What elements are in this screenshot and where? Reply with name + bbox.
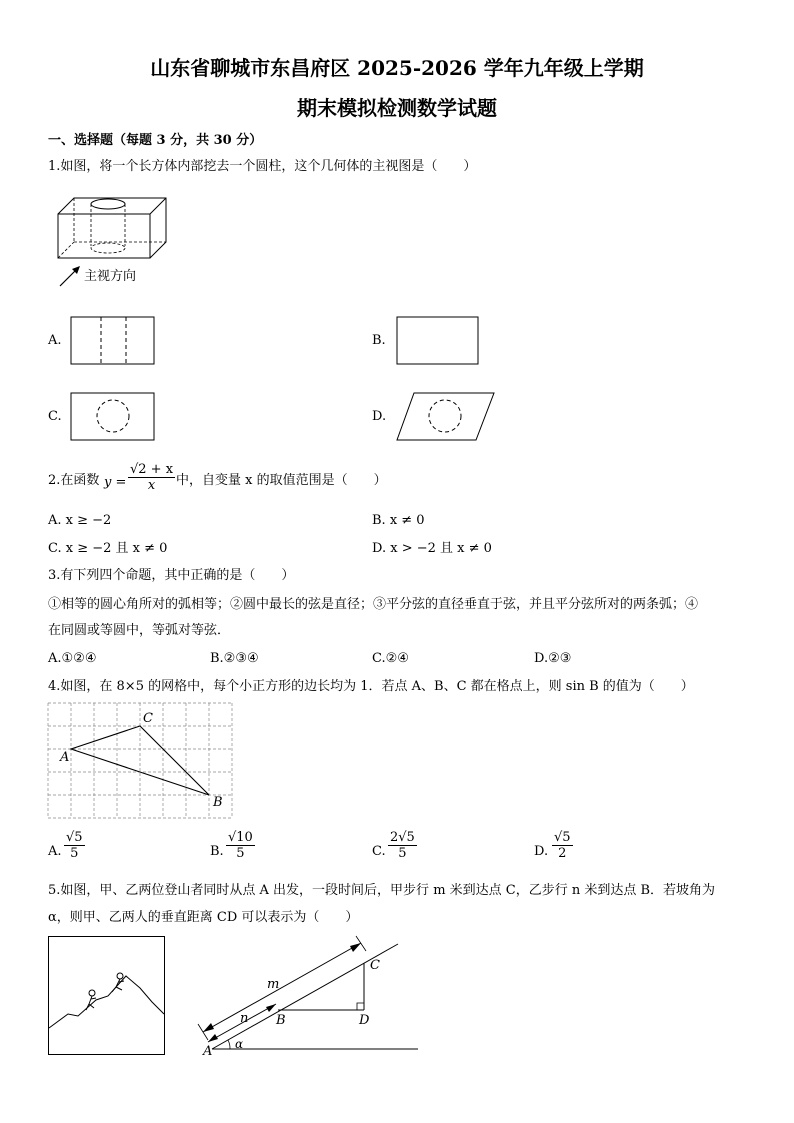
q5-label-m: m	[267, 977, 280, 992]
q4-option-a-den: 5	[70, 846, 79, 861]
q2-stem-post: 中，自变量 x 的取值范围是（ ）	[176, 473, 387, 488]
q4-option-b-label: B.	[210, 844, 224, 859]
q5-label-a: A	[203, 1044, 213, 1059]
q2-option-d: D. x > −2 且 x ≠ 0	[372, 541, 492, 556]
q1-option-a-figure	[70, 316, 156, 366]
section-heading: 一、选择题（每题 3 分，共 30 分）	[48, 133, 263, 148]
q4-option-c-fraction	[388, 830, 417, 861]
q5-label-n: n	[240, 1011, 249, 1026]
q3-stem: 3.有下列四个命题，其中正确的是（ ）	[48, 568, 295, 583]
q2-option-a: A. x ≥ −2	[48, 513, 112, 528]
q3-option-b: B.②③④	[210, 651, 259, 666]
q4-option-c-label: C.	[372, 844, 386, 859]
q1-option-b-figure	[396, 316, 480, 366]
q4-option-b-den: 5	[236, 846, 245, 861]
q5-stem-line1: 5.如图，甲、乙两位登山者同时从点 A 出发，一段时间后，甲步行 m 米到达点 C，乙步行 n 米到达点 B．若坡角为	[48, 883, 716, 898]
q1-option-c-figure	[70, 392, 156, 442]
q3-option-c: C.②④	[372, 651, 409, 666]
q4-point-c: C	[143, 711, 153, 726]
q4-option-a-label: A.	[48, 844, 62, 859]
q4-point-b: B	[213, 795, 223, 810]
q2-stem-pre: 2.在函数	[48, 473, 100, 488]
q3-option-a: A.①②④	[48, 651, 97, 666]
q5-climbers-picture	[48, 936, 166, 1058]
q1-option-a-label: A.	[48, 333, 62, 348]
q3-body-line1: ①相等的圆心角所对的弧相等；②圆中最长的弦是直径；③平分弦的直径垂直于弦，并且平分弦所对的两条弧；④	[48, 597, 699, 612]
q5-label-alpha: α	[235, 1037, 244, 1051]
q1-view-label: 主视方向	[84, 269, 137, 284]
q5-stem-line2: α，则甲、乙两人的垂直距离 CD 可以表示为（ ）	[48, 910, 359, 925]
q4-option-a-fraction	[64, 830, 85, 861]
q3-body-line2: 在同圆或等圆中，等弧对等弦．	[48, 623, 231, 638]
q4-option-c-num: 2√5	[390, 830, 415, 845]
q4-option-a-num: √5	[66, 830, 83, 845]
q2-fraction	[128, 462, 175, 493]
q4-option-b-num: √10	[228, 830, 253, 845]
q3-option-d: D.②③	[534, 651, 572, 666]
q1-stem: 1.如图，将一个长方体内部挖去一个圆柱，这个几何体的主视图是（ ）	[48, 159, 477, 174]
q1-option-d-figure	[396, 392, 496, 442]
q2-y-eq: y =	[104, 475, 127, 490]
q5-label-d: D	[359, 1013, 370, 1028]
q2-option-b: B. x ≠ 0	[372, 513, 425, 528]
q5-label-b: B	[276, 1013, 286, 1028]
q4-stem: 4.如图，在 8×5 的网格中，每个小正方形的边长均为 1．若点 A、B、C 都在格点上，则 sin B 的值为（ ）	[48, 679, 694, 694]
q2-option-c: C. x ≥ −2 且 x ≠ 0	[48, 541, 168, 556]
q1-option-b-label: B.	[372, 333, 386, 348]
q5-slope-figure	[198, 936, 423, 1058]
q2-numerator: √2 + x	[130, 462, 174, 477]
q1-option-c-label: C.	[48, 409, 62, 424]
q4-option-d-fraction	[552, 830, 573, 861]
q2-denominator: x	[147, 478, 156, 493]
q4-option-d-num: √5	[554, 830, 571, 845]
q4-option-b-fraction	[226, 830, 255, 861]
page-title-line1: 山东省聊城市东昌府区 2025-2026 学年九年级上学期	[150, 56, 644, 80]
q4-option-d-den: 2	[558, 846, 567, 861]
q5-label-c: C	[370, 958, 380, 973]
page-title-line2: 期末模拟检测数学试题	[297, 96, 497, 120]
q1-option-d-label: D.	[372, 409, 387, 424]
q4-point-a: A	[60, 750, 70, 765]
q4-option-d-label: D.	[534, 844, 549, 859]
q4-option-c-den: 5	[398, 846, 407, 861]
